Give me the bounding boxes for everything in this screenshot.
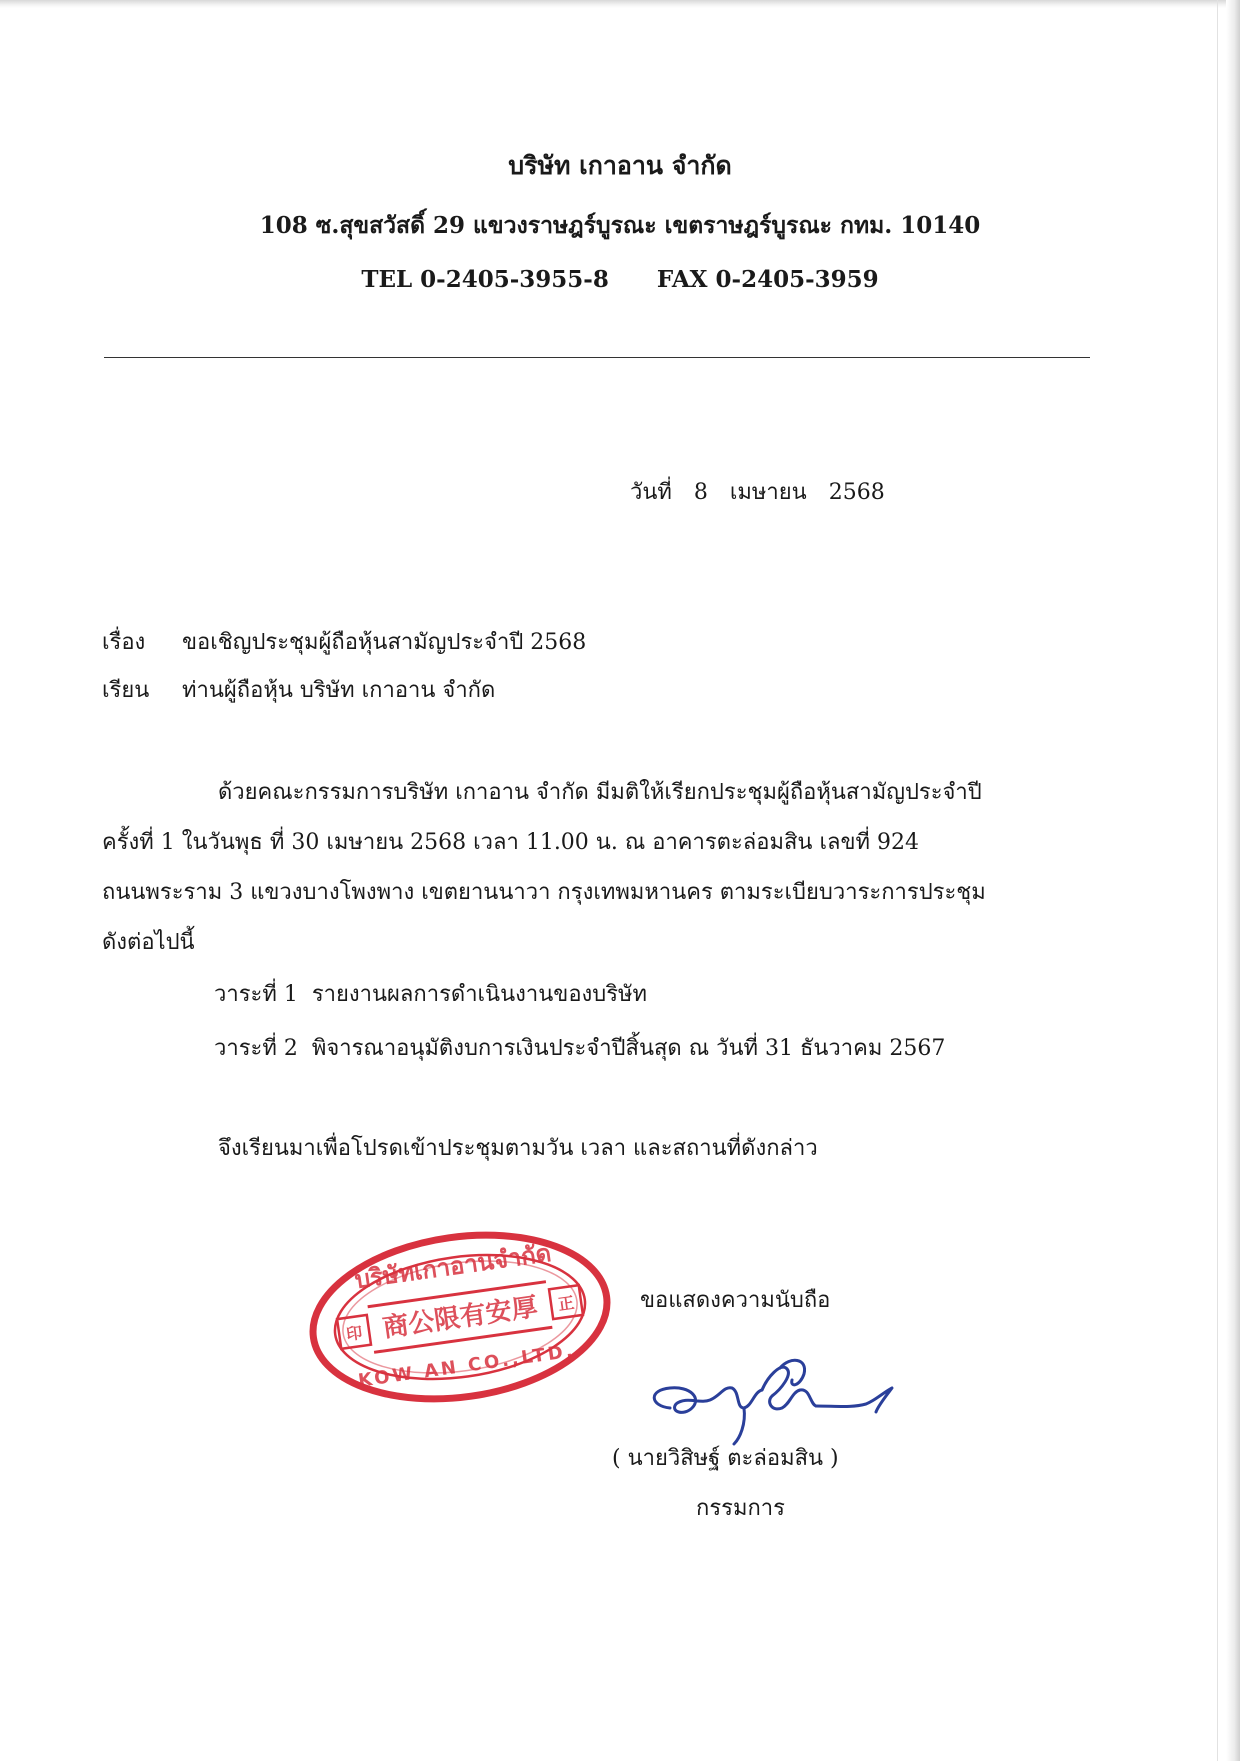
date-day: 8 [693,480,708,505]
agenda-label: วาระที่ 2 [214,1036,298,1061]
letter-date [630,474,907,509]
scan-edge-top [0,0,1240,8]
recipient-line [102,672,495,707]
body-line-3: ถนนพระราม 3 แขวงบางโพงพาง เขตยานนาวา กรุงเทพมหานคร ตามระเบียบวาระการประชุม [102,880,986,905]
closing-sentence: จึงเรียนมาเพื่อโปรดเข้าประชุมตามวัน เวลา และสถานที่ดังกล่าว [218,1136,818,1161]
svg-text:印: 印 [344,1322,364,1344]
company-address: 108 ซ.สุขสวัสดิ์ 29 แขวงราษฎร์บูรณะ เขตราษฎร์บูรณะ กทม. 10140 [259,212,981,239]
company-tel: TEL 0-2405-3955-8 [361,266,609,293]
signer-position: กรรมการ [696,1496,785,1521]
company-contact [0,266,1240,293]
agenda-item [214,1030,945,1065]
agenda-item [214,976,647,1011]
header-divider [104,357,1090,358]
agenda-label: วาระที่ 1 [214,982,298,1007]
company-seal [300,1222,620,1412]
subject-line [102,624,586,659]
subject-label: เรื่อง [102,630,146,655]
date-month: เมษายน [729,480,807,505]
agenda-text: พิจารณาอนุมัติงบการเงินประจำปีสิ้นสุด ณ วันที่ 31 ธันวาคม 2567 [311,1036,946,1061]
svg-text:KOW AN CO.,LTD.: KOW AN CO.,LTD. [356,1340,577,1392]
svg-text:正: 正 [556,1293,576,1315]
body-line-2: ครั้งที่ 1 ในวันพุธ ที่ 30 เมษายน 2568 เวลา 11.00 น. ณ อาคารตะล่อมสิน เลขที่ 924 [102,830,919,855]
subject-text: ขอเชิญประชุมผู้ถือหุ้นสามัญประจำปี 2568 [182,630,587,655]
regards-text: ขอแสดงความนับถือ [640,1288,831,1313]
svg-text:บริษัทเกาอานจำกัด: บริษัทเกาอานจำกัด [352,1238,553,1295]
date-label: วันที่ [630,480,672,505]
svg-text:商公限有安厚: 商公限有安厚 [380,1292,540,1344]
scan-edge-line [1217,0,1218,1761]
recipient-label: เรียน [102,678,150,703]
recipient-text: ท่านผู้ถือหุ้น บริษัท เกาอาน จำกัด [182,678,496,703]
date-year: 2568 [828,480,885,505]
signer-name: ( นายวิสิษฐ์ ตะล่อมสิน ) [612,1446,839,1471]
company-name: บริษัท เกาอาน จำกัด [508,151,732,180]
company-fax: FAX 0-2405-3959 [656,266,879,293]
scan-edge-right [1226,0,1240,1761]
agenda-text: รายงานผลการดำเนินงานของบริษัท [311,982,648,1007]
body-line-4: ดังต่อไปนี้ [102,930,195,955]
body-line-1: ด้วยคณะกรรมการบริษัท เกาอาน จำกัด มีมติให้เรียกประชุมผู้ถือหุ้นสามัญประจำปี [218,780,982,805]
